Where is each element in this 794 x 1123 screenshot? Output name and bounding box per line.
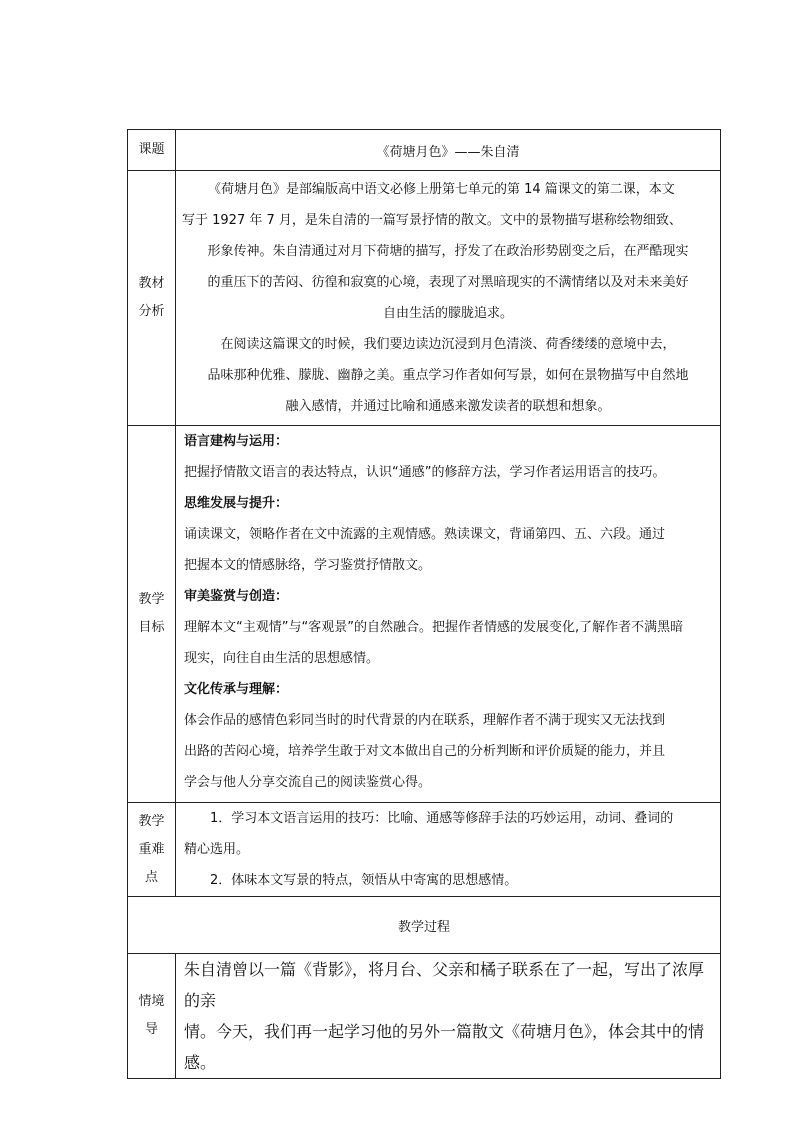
goals-label <box>128 426 176 803</box>
goals-label-line: 教学 <box>138 592 165 607</box>
analysis-line: 融入感情，并通过比喻和通感来激发读者的联想和想象。 <box>285 399 611 414</box>
goal-heading: 文化传承与理解： <box>184 682 289 697</box>
analysis-content <box>176 171 721 426</box>
goal-heading: 语言建构与运用： <box>184 434 289 449</box>
process-row <box>128 897 721 954</box>
intro-label-line: 情境 <box>138 994 165 1009</box>
keypoints-label <box>128 803 176 897</box>
goals-label-line: 目标 <box>138 620 165 635</box>
analysis-line: 在阅读这篇课文的时候，我们要边读边沉浸到月色清淡、荷香缕缕的意境中去， <box>220 337 676 352</box>
analysis-line: 《荷塘月色》是部编版高中语文必修上册第七单元的第 14 篇课文的第二课，本文 <box>208 182 675 197</box>
goal-line: 把握抒情散文语言的表达特点，认识“通感”的修辞方法，学习作者运用语言的技巧。 <box>184 465 666 480</box>
goals-row <box>128 426 721 803</box>
analysis-line: 的重压下的苦闷、彷徨和寂寞的心境，表现了对黑暗现实的不满情绪以及对未来美好 <box>207 275 689 290</box>
process-title: 教学过程 <box>128 897 721 954</box>
goal-heading: 审美鉴赏与创造： <box>184 589 289 604</box>
goal-line: 现实，向往自由生活的思想感情。 <box>184 651 380 666</box>
keypoint-line: 2．体味本文写景的特点，领悟从中寄寓的思想感情。 <box>210 873 518 888</box>
analysis-line: 自由生活的朦胧追求。 <box>382 306 513 321</box>
intro-label <box>128 954 176 1079</box>
keypoints-content <box>176 803 721 897</box>
intro-label-line: 导 <box>144 1022 158 1037</box>
topic-value: 《荷塘月色》——朱自清 <box>176 130 721 171</box>
intro-row <box>128 954 721 1079</box>
analysis-label <box>128 171 176 426</box>
topic-label: 课题 <box>128 130 176 171</box>
goal-line: 诵读课文，领略作者在文中流露的主观情感。熟读课文，背诵第四、五、六段。通过 <box>184 527 666 542</box>
analysis-line: 写于 1927 年 7 月，是朱自清的一篇写景抒情的散文。文中的景物描写堪称绘物细致、 <box>182 213 682 228</box>
intro-line: 情。今天，我们再一起学习他的另外一篇散文《荷塘月色》，体会其中的情感。 <box>184 1022 705 1072</box>
analysis-line: 形象传神。朱自清通过对月下荷塘的描写，抒发了在政治形势剧变之后，在严酷现实 <box>207 244 689 259</box>
goal-heading: 思维发展与提升： <box>184 496 289 511</box>
keypoint-line: 精心选用。 <box>184 842 250 857</box>
keypoints-row <box>128 803 721 897</box>
keypoints-label-line: 重难 <box>138 841 165 857</box>
goals-content <box>176 426 721 803</box>
keypoints-label-line: 点 <box>144 869 158 885</box>
goal-line: 把握本文的情感脉络，学习鉴赏抒情散文。 <box>184 558 432 573</box>
lesson-plan-table <box>127 129 721 1079</box>
analysis-label-line: 分析 <box>138 304 165 319</box>
goal-line: 理解本文“主观情”与“客观景”的自然融合。把握作者情感的发展变化,了解作者不满黑暗 <box>184 620 684 635</box>
topic-row <box>128 130 721 171</box>
analysis-line: 品味那种优雅、朦胧、幽静之美。重点学习作者如何写景，如何在景物描写中自然地 <box>207 368 689 383</box>
intro-line: 朱自清曾以一篇《背影》，将月台、父亲和橘子联系在了一起，写出了浓厚的亲 <box>184 960 705 1010</box>
intro-content <box>176 954 721 1079</box>
analysis-label-line: 教材 <box>138 276 165 291</box>
analysis-row <box>128 171 721 426</box>
goal-line: 出路的苦闷心境，培养学生敢于对文本做出自己的分析判断和评价质疑的能力，并且 <box>184 744 666 759</box>
goal-line: 体会作品的感情色彩同当时的时代背景的内在联系，理解作者不满于现实又无法找到 <box>184 713 666 728</box>
keypoint-line: 1．学习本文语言运用的技巧：比喻、通感等修辞手法的巧妙运用，动词、叠词的 <box>210 811 674 826</box>
goal-line: 学会与他人分享交流自己的阅读鉴赏心得。 <box>184 775 432 790</box>
keypoints-label-line: 教学 <box>138 813 165 829</box>
